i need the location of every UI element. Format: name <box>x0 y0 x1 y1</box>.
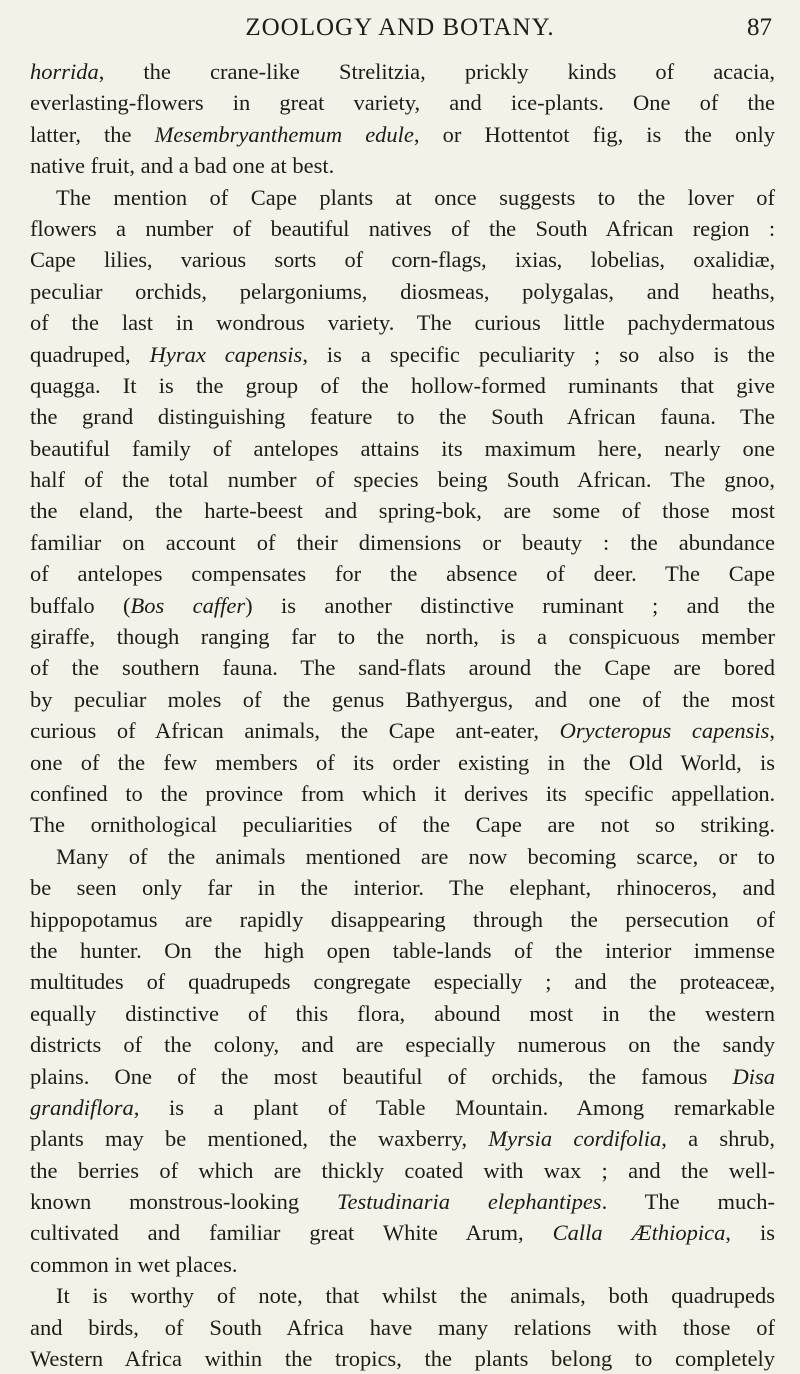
page-number: 87 <box>747 14 772 41</box>
text-run: beautiful family of antelopes attains its maximum here, nearly one <box>30 435 775 461</box>
text-line <box>30 590 775 621</box>
text-run: , is a plant of Table Mountain. Among remarkable <box>133 1094 775 1120</box>
italic-term: Bos caffer <box>130 592 246 618</box>
italic-term: grandiflora <box>30 1094 134 1120</box>
text-line <box>30 966 775 997</box>
text-line <box>30 1343 775 1374</box>
text-line <box>30 1092 775 1123</box>
text-line <box>30 652 775 683</box>
text-run: . The much- <box>601 1189 775 1215</box>
text-run: the hunter. On the high open table-lands of the interior immense <box>30 937 775 963</box>
text-run: of the last in wondrous variety. The curious little pachydermatous <box>30 310 775 336</box>
text-line <box>30 841 775 872</box>
running-head <box>0 8 800 46</box>
text-run: of antelopes compensates for the absence of deer. The Cape <box>30 561 775 587</box>
text-run: everlasting-flowers in great variety, and ice-plants. One of the <box>30 90 775 116</box>
italic-term: Calla Æthiopica <box>552 1220 726 1246</box>
text-line <box>30 1280 775 1311</box>
text-line <box>30 558 775 589</box>
text-line <box>30 872 775 903</box>
text-run: equally distinctive of this flora, abound most in the western <box>30 1000 775 1026</box>
text-run: giraffe, though ranging far to the north, is a conspicuous member <box>30 624 775 650</box>
text-run: , a shrub, <box>661 1126 775 1152</box>
text-run: Cape lilies, various sorts of corn-flags, ixias, lobelias, oxalidiæ, <box>30 247 775 273</box>
text-run: buffalo ( <box>30 592 131 618</box>
text-line <box>30 904 775 935</box>
text-run: , is <box>725 1220 775 1246</box>
text-line <box>30 935 775 966</box>
text-run: cultivated and familiar great White Arum, <box>30 1220 553 1246</box>
text-run: and birds, of South Africa have many relations with those of <box>30 1314 775 1340</box>
text-run: peculiar orchids, pelargoniums, diosmeas, polygalas, and heaths, <box>30 278 775 304</box>
text-line <box>30 119 775 150</box>
body-text <box>30 56 775 1374</box>
text-run: known monstrous-looking <box>30 1189 338 1215</box>
text-run: one of the few members of its order existing in the Old World, is <box>30 749 775 775</box>
text-run: familiar on account of their dimensions or beauty : the abundance <box>30 529 775 555</box>
text-line <box>30 1249 775 1280</box>
text-line <box>30 307 775 338</box>
text-run: be seen only far in the interior. The elephant, rhinoceros, and <box>30 875 775 901</box>
text-line <box>30 370 775 401</box>
text-line <box>30 213 775 244</box>
text-line <box>30 1123 775 1154</box>
italic-term: Orycteropus capensis <box>559 718 770 744</box>
text-run: by peculiar moles of the genus Bathyergus, and one of the most <box>30 686 775 712</box>
italic-term: Mesembryanthemum edule <box>154 121 414 147</box>
text-line <box>30 809 775 840</box>
text-run: of the southern fauna. The sand-flats around the Cape are bored <box>30 655 775 681</box>
text-run: quagga. It is the group of the hollow-formed ruminants that give <box>30 372 775 398</box>
text-line <box>30 1217 775 1248</box>
text-line <box>30 747 775 778</box>
text-run: It is worthy of note, that whilst the animals, both quadrupeds <box>56 1283 775 1309</box>
text-run: , or Hottentot fig, is the only <box>413 121 775 147</box>
text-line <box>30 621 775 652</box>
text-line <box>30 1155 775 1186</box>
text-run: the eland, the harte-beest and spring-bok, are some of those most <box>30 498 775 524</box>
text-run: multitudes of quadrupeds congregate especially ; and the proteaceæ, <box>30 969 775 995</box>
text-line <box>30 56 775 87</box>
text-line <box>30 433 775 464</box>
text-line <box>30 87 775 118</box>
text-run: Western Africa within the tropics, the plants belong to completely <box>30 1346 775 1372</box>
text-line <box>30 778 775 809</box>
text-line <box>30 495 775 526</box>
text-run: latter, the <box>30 121 155 147</box>
text-run: native fruit, and a bad one at best. <box>30 153 335 179</box>
text-run: quadruped, <box>30 341 150 367</box>
text-line <box>30 1186 775 1217</box>
text-run: the grand distinguishing feature to the South African fauna. The <box>30 404 775 430</box>
text-line <box>30 715 775 746</box>
text-run: half of the total number of species being South African. The gnoo, <box>30 467 775 493</box>
text-run: , is a specific peculiarity ; so also is the <box>302 341 776 367</box>
text-line <box>30 1312 775 1343</box>
italic-term: Hyrax capensis <box>149 341 303 367</box>
italic-term: Myrsia cordifolia <box>488 1126 662 1152</box>
text-line <box>30 998 775 1029</box>
text-line <box>30 527 775 558</box>
text-line <box>30 1061 775 1092</box>
text-run: confined to the province from which it derives its specific appellation. <box>30 780 775 806</box>
text-line <box>30 276 775 307</box>
text-line <box>30 464 775 495</box>
text-run: plants may be mentioned, the waxberry, <box>30 1126 489 1152</box>
text-line <box>30 182 775 213</box>
running-head-title: ZOOLOGY AND BOTANY. <box>245 14 555 41</box>
text-run: Many of the animals mentioned are now becoming scarce, or to <box>56 843 775 869</box>
text-line <box>30 1029 775 1060</box>
text-line <box>30 150 775 181</box>
text-run: hippopotamus are rapidly disappearing through the persecution of <box>30 906 775 932</box>
text-run: The ornithological peculiarities of the Cape are not so striking. <box>30 812 775 838</box>
text-run: , <box>769 718 775 744</box>
text-run: The mention of Cape plants at once suggests to the lover of <box>56 184 775 210</box>
text-line <box>30 684 775 715</box>
italic-term: horrida <box>30 59 99 84</box>
text-line <box>30 339 775 370</box>
text-run: plains. One of the most beautiful of orchids, the famous <box>30 1063 733 1089</box>
text-line <box>30 244 775 275</box>
italic-term: Disa <box>732 1063 775 1089</box>
text-run: ) is another distinctive ruminant ; and the <box>245 592 775 618</box>
text-run: , the crane-like Strelitzia, prickly kinds of acacia, <box>98 59 775 84</box>
text-line <box>30 401 775 432</box>
text-run: curious of African animals, the Cape ant-eater, <box>30 718 560 744</box>
text-run: flowers a number of beautiful natives of the South African region : <box>30 215 775 241</box>
text-run: common in wet places. <box>30 1251 238 1277</box>
text-run: districts of the colony, and are especially numerous on the sandy <box>30 1032 775 1058</box>
text-run: the berries of which are thickly coated with wax ; and the well- <box>30 1157 775 1183</box>
italic-term: Testudinaria elephantipes <box>337 1189 602 1215</box>
